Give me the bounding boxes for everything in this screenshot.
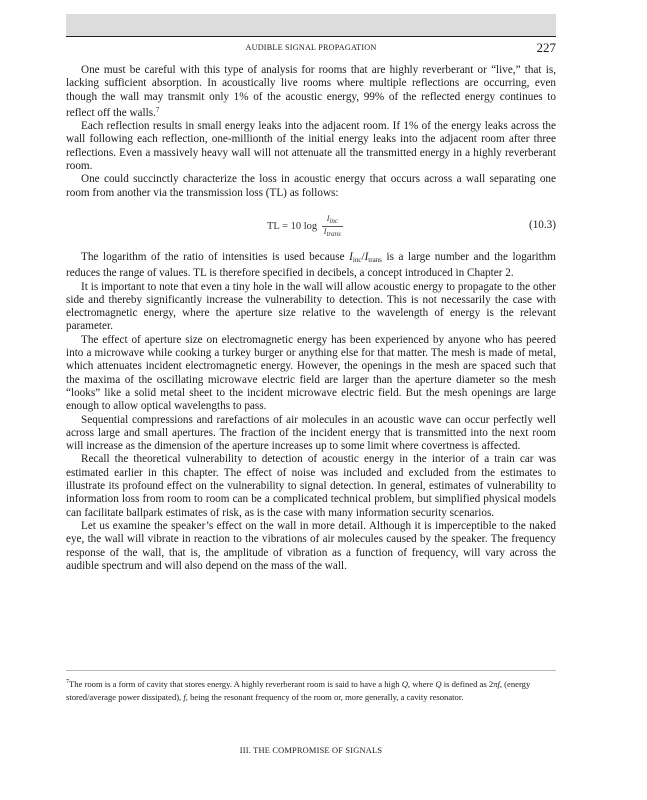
paragraph <box>66 64 556 120</box>
paragraph: The logarithm of the ratio of intensities is used because $I_{inc}/I_{trans}$ is a large number and the logarithm reduces the range of values. TL is therefore specified in decibels, a concept introduced in Chapter 2. <box>66 250 556 280</box>
paragraph: The effect of aperture size on electromagnetic energy has been experienced by anyone who has peered into a microwave while cooking a turkey burger or anything else for that matter. The mesh is made of metal, which attenuates incident electromagnetic energy. However, the openings in the mesh are spaced such that the maxima of the oscillating microwave electric field are larger than the aperture diameter so the mesh “looks” like a solid metal sheet to the incident microwave electric field. But the mesh openings are large enough to allow optical wavelengths to pass. <box>66 333 556 413</box>
running-title: AUDIBLE SIGNAL PROPAGATION <box>245 43 377 52</box>
footnote-reference: 7 <box>155 105 160 114</box>
paragraph: Each reflection results in small energy leaks into the adjacent room. If 1% of the energy leaks across the wall following each reflection, one-millionth of the initial energy leaks into the adjacent room after three reflections. Even a massively heavy wall will not attenuate all the transmitted energy in a highly reverberant room. <box>66 120 556 173</box>
footnote: $^7$The room is a form of cavity that stores energy. A highly reverberant room is said to have a high Q, where Q is defined as 2πf, (energy stored/average power dissipated), f, being the resonant frequency of the room or, more generally, a cavity resonator. <box>66 678 531 702</box>
paragraph: Sequential compressions and rarefactions of air molecules in an acoustic wave can occur perfectly well across large and small apertures. The fraction of the incident energy that is transmitted into the next room will increase as the dimension of the aperture increases up to some limit where covertness is affected. <box>66 413 556 453</box>
equation-denominator: Itrans <box>323 226 341 238</box>
paragraph: Let us examine the speaker’s effect on the wall in more detail. Although it is imperceptible to the naked eye, the wall will vibrate in reaction to the vibrations of air molecules caused by the speaker. The frequency response of the wall, that is, the amplitude of vibration as a function of frequency, will vary across the audible spectrum and will also depend on the mass of the wall. <box>66 519 556 572</box>
paragraph-text: One must be careful with this type of analysis for rooms that are highly reverberant or “live,” that is, lacking sufficient absorption. In acoustically live rooms where multiple reflections are occurring, even though the wall may transmit only 1% of the acoustic energy, 99% of the reflected energy continues to reflect off the walls. <box>66 64 556 119</box>
running-head <box>66 40 556 56</box>
footnote-marker: 7 <box>66 679 69 685</box>
paragraph: Recall the theoretical vulnerability to detection of acoustic energy in the interior of a train car was estimated earlier in this chapter. The effect of noise was included and excluded from the estimates to illustrate its profound effect on the vulnerability to signal detection. In general, estimates of vulnerability to information loss from room to room can be a complicated technical problem, but simplified physical models can facilitate ballpark estimates of risk, as is the case with many information security scenarios. <box>66 453 556 519</box>
footnote-rule <box>66 670 556 671</box>
equation-number: (10.3) <box>528 218 556 231</box>
equation-10-3 <box>66 208 556 245</box>
footer-part-title: III. THE COMPROMISE OF SIGNALS <box>239 746 383 755</box>
page-number: 227 <box>536 40 556 55</box>
paragraph: It is important to note that even a tiny hole in the wall will allow acoustic energy to propagate to the other side and thereby significantly increase the vulnerability to detection. This is not necessarily the case with electromagnetic energy, where the aperture size relative to the wavelength of energy is the relevant parameter. <box>66 280 556 333</box>
equation-expression <box>267 214 343 239</box>
header-band <box>66 14 556 36</box>
paragraph: One could succinctly characterize the loss in acoustic energy that occurs across a wall separating one room from another via the transmission loss (TL) as follows: <box>66 173 556 199</box>
equation-fraction <box>322 214 343 239</box>
header-rule <box>66 36 556 37</box>
body-text <box>66 64 556 573</box>
equation-lhs: TL = 10 log <box>267 220 318 232</box>
equation-numerator: Iinc <box>326 213 338 225</box>
